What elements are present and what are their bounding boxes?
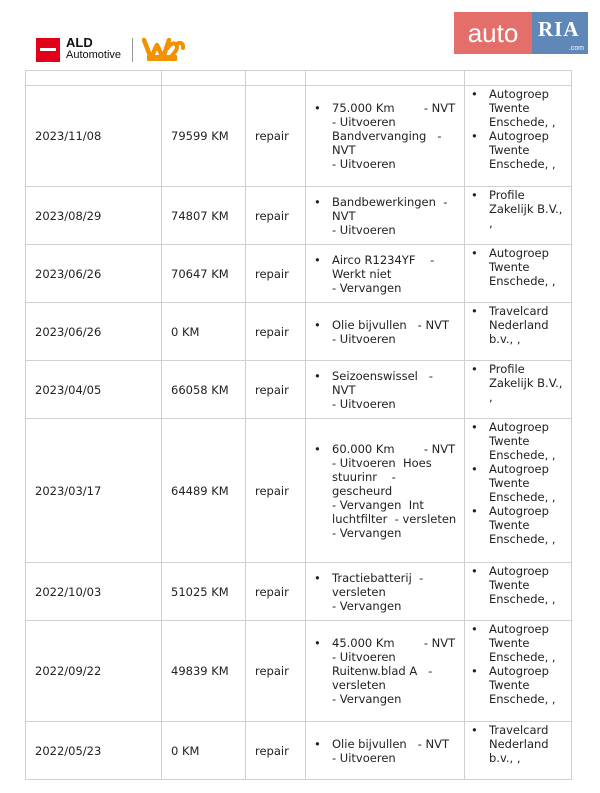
type-cell: repair	[246, 361, 306, 419]
provider-item: • Autogroep Twente Enschede, ,	[469, 622, 567, 664]
table-row	[26, 419, 572, 563]
provider-cell	[465, 245, 572, 303]
provider-cell	[465, 563, 572, 621]
type-cell: repair	[246, 187, 306, 245]
table-header-row	[26, 71, 572, 86]
provider-cell	[465, 303, 572, 361]
provider-item: • Autogroep Twente Enschede, ,	[469, 504, 567, 546]
provider-list	[469, 622, 567, 706]
provider-item: • Autogroep Twente Enschede, ,	[469, 87, 567, 129]
provider-cell	[465, 621, 572, 722]
provider-item: • Autogroep Twente Enschede, ,	[469, 462, 567, 504]
date-cell: 2023/04/05	[26, 361, 162, 419]
table-row	[26, 621, 572, 722]
description-list	[312, 369, 458, 411]
provider-item: • Autogroep Twente Enschede, ,	[469, 564, 567, 606]
empty-header-cell	[26, 71, 162, 86]
provider-list	[469, 723, 567, 765]
provider-item: • Profile Zakelijk B.V., ,	[469, 188, 567, 230]
provider-item: • Profile Zakelijk B.V., ,	[469, 362, 567, 404]
type-cell: repair	[246, 722, 306, 780]
type-cell: repair	[246, 621, 306, 722]
date-cell: 2022/10/03	[26, 563, 162, 621]
provider-item: • Autogroep Twente Enschede, ,	[469, 246, 567, 288]
provider-item: • Autogroep Twente Enschede, ,	[469, 664, 567, 706]
date-cell: 2023/08/29	[26, 187, 162, 245]
description-list	[312, 571, 458, 613]
description-item: • Tractiebatterij - versleten - Vervangen	[312, 571, 458, 613]
empty-header-cell	[162, 71, 246, 86]
provider-cell	[465, 361, 572, 419]
provider-list	[469, 420, 567, 546]
autoria-logo	[454, 12, 588, 54]
empty-header-cell	[246, 71, 306, 86]
autoria-ria-text: RIA	[538, 17, 580, 41]
description-list	[312, 737, 458, 765]
mileage-cell: 49839 KM	[162, 621, 246, 722]
provider-cell	[465, 722, 572, 780]
type-cell: repair	[246, 419, 306, 563]
mileage-cell: 64489 KM	[162, 419, 246, 563]
type-cell: repair	[246, 245, 306, 303]
description-list	[312, 318, 458, 346]
provider-list	[469, 564, 567, 606]
table-row	[26, 303, 572, 361]
description-cell	[306, 621, 465, 722]
provider-list	[469, 188, 567, 230]
autoria-logo-auto: auto	[454, 12, 532, 54]
description-cell	[306, 361, 465, 419]
description-item: • Olie bijvullen - NVT - Uitvoeren	[312, 737, 458, 765]
table-row	[26, 187, 572, 245]
description-list	[312, 442, 458, 540]
description-cell	[306, 722, 465, 780]
description-cell	[306, 563, 465, 621]
description-item: • Seizoenswissel - NVT - Uitvoeren	[312, 369, 458, 411]
type-cell: repair	[246, 86, 306, 187]
mileage-cell: 51025 KM	[162, 563, 246, 621]
description-list	[312, 253, 458, 295]
table-row	[26, 563, 572, 621]
table-row	[26, 361, 572, 419]
description-item: • 60.000 Km - NVT - Uitvoeren Hoes stuurinr - gescheurd - Vervangen Int luchtfilter - versleten - Vervangen	[312, 442, 458, 540]
description-cell	[306, 187, 465, 245]
date-cell: 2023/06/26	[26, 245, 162, 303]
mileage-cell: 70647 KM	[162, 245, 246, 303]
autoria-com-text: .com	[568, 45, 584, 52]
ald-logo-icon	[36, 38, 60, 62]
ald-logo-text	[66, 36, 121, 62]
mileage-cell: 0 KM	[162, 303, 246, 361]
mileage-cell: 79599 KM	[162, 86, 246, 187]
description-item: • 45.000 Km - NVT - Uitvoeren Ruitenw.blad A - versleten - Vervangen	[312, 636, 458, 706]
mileage-cell: 74807 KM	[162, 187, 246, 245]
description-item: • Airco R1234YF - Werkt niet - Vervangen	[312, 253, 458, 295]
mileage-cell: 0 KM	[162, 722, 246, 780]
table-row	[26, 245, 572, 303]
description-item: • 75.000 Km - NVT - Uitvoeren Bandvervanging - NVT - Uitvoeren	[312, 101, 458, 171]
description-item: • Bandbewerkingen - NVT - Uitvoeren	[312, 195, 458, 237]
provider-item: • Travelcard Nederland b.v., ,	[469, 304, 567, 346]
provider-cell	[465, 86, 572, 187]
provider-item: • Autogroep Twente Enschede, ,	[469, 420, 567, 462]
description-cell	[306, 419, 465, 563]
ald-subtitle: Automotive	[66, 49, 122, 61]
provider-list	[469, 304, 567, 346]
provider-list	[469, 87, 567, 171]
provider-cell	[465, 187, 572, 245]
description-list	[312, 195, 458, 237]
logo-divider	[132, 38, 133, 62]
description-cell	[306, 86, 465, 187]
table-row	[26, 722, 572, 780]
type-cell: repair	[246, 563, 306, 621]
provider-item: • Travelcard Nederland b.v., ,	[469, 723, 567, 765]
date-cell: 2022/09/22	[26, 621, 162, 722]
date-cell: 2023/11/08	[26, 86, 162, 187]
mileage-cell: 66058 KM	[162, 361, 246, 419]
empty-header-cell	[465, 71, 572, 86]
description-cell	[306, 245, 465, 303]
provider-list	[469, 362, 567, 404]
empty-header-cell	[306, 71, 465, 86]
date-cell: 2022/05/23	[26, 722, 162, 780]
type-cell: repair	[246, 303, 306, 361]
description-item: • Olie bijvullen - NVT - Uitvoeren	[312, 318, 458, 346]
maintenance-history-table	[25, 70, 572, 780]
provider-list	[469, 246, 567, 288]
description-list	[312, 636, 458, 706]
date-cell: 2023/03/17	[26, 419, 162, 563]
ald-name: ALD	[66, 35, 93, 50]
autoria-logo-ria	[532, 12, 588, 54]
description-cell	[306, 303, 465, 361]
provider-cell	[465, 419, 572, 563]
provider-item: • Autogroep Twente Enschede, ,	[469, 129, 567, 171]
leaseplan-logo-icon	[142, 36, 186, 65]
table-row	[26, 86, 572, 187]
description-list	[312, 101, 458, 171]
date-cell: 2023/06/26	[26, 303, 162, 361]
